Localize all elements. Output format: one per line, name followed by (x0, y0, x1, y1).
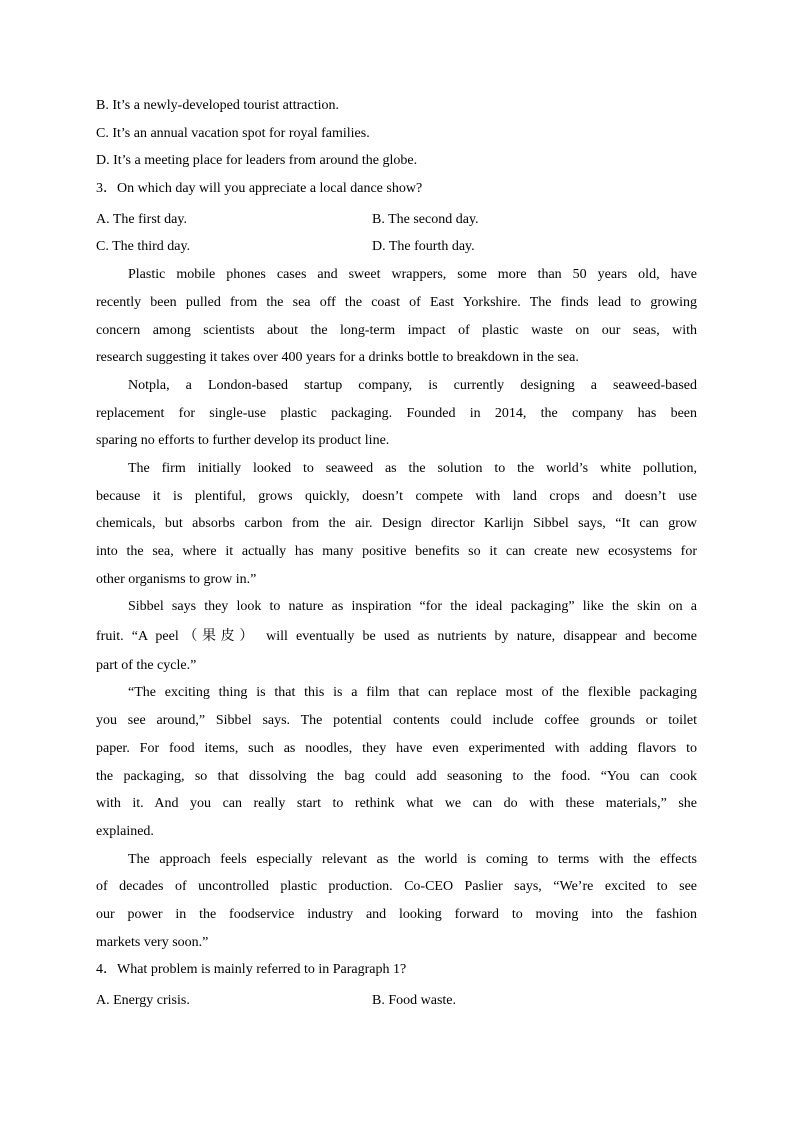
paragraph-line: because it is plentiful, grows quickly, doesn’t compete with land crops and doesn’t use (96, 488, 697, 504)
q2-option-c: C. It’s an annual vacation spot for royal families. (96, 125, 370, 141)
paragraph-line: Notpla, a London-based startup company, is currently designing a seaweed-based (128, 377, 697, 393)
q3-options-row-1 (96, 206, 697, 234)
q3-stem: 3．On which day will you appreciate a local dance show? (96, 181, 423, 197)
passage-paragraph-4 (96, 593, 697, 679)
paragraph-line: Plastic mobile phones cases and sweet wrappers, some more than 50 years old, have (128, 267, 697, 283)
paragraph-line: The approach feels especially relevant as the world is coming to terms with the effects (128, 851, 697, 867)
paragraph-line: you see around,” Sibbel says. The potential contents could include coffee grounds or toilet (96, 713, 697, 729)
passage-paragraph-1 (96, 261, 697, 372)
paragraph-line: into the sea, where it actually has many positive benefits so it can create new ecosystems for (96, 544, 697, 559)
q4-options-row-1 (96, 987, 697, 1015)
q4-option-a: A. Energy crisis. (96, 993, 190, 1008)
paragraph-line: Sibbel says they look to nature as inspiration “for the ideal packaging” like the skin on a (128, 599, 697, 615)
q2-option-d: D. It’s a meeting place for leaders from around the globe. (96, 153, 418, 169)
paragraph-line: with it. And you can really start to rethink what we can do with these materials,” she (96, 796, 697, 812)
paragraph-line: “The exciting thing is that this is a film that can replace most of the flexible packaging (128, 685, 697, 701)
paragraph-line: explained. (96, 823, 154, 839)
q4-option-b: B. Food waste. (372, 993, 456, 1008)
q3-option-b: B. The second day. (372, 211, 479, 227)
q4-stem: 4．What problem is mainly referred to in Paragraph 1? (96, 962, 407, 978)
paragraph-line: sparing no efforts to further develop its product line. (96, 433, 390, 449)
passage-paragraph-6 (96, 846, 697, 957)
q3-options-row-2 (96, 233, 697, 261)
paragraph-line: research suggesting it takes over 400 years for a drinks bottle to breakdown in the sea. (96, 350, 579, 366)
paragraph-line: our power in the foodservice industry and looking forward to moving into the fashion (96, 906, 697, 922)
paragraph-line: the packaging, so that dissolving the bag could add seasoning to the food. “You can cook (96, 768, 697, 784)
passage-paragraph-5 (96, 679, 697, 845)
paragraph-line: recently been pulled from the sea off the coast of East Yorkshire. The finds lead to growing (96, 294, 697, 310)
q3-option-d: D. The fourth day. (372, 239, 475, 255)
q2-option-b: B. It’s a newly-developed tourist attraction. (96, 98, 339, 113)
paragraph-line: part of the cycle.” (96, 657, 197, 673)
paragraph-line: other organisms to grow in.” (96, 571, 257, 587)
q3-option-a: A. The first day. (96, 211, 187, 227)
passage-paragraph-3 (96, 455, 697, 593)
paragraph-line: markets very soon.” (96, 934, 209, 950)
q3-option-c: C. The third day. (96, 239, 191, 255)
passage-paragraph-2 (96, 372, 697, 455)
paragraph-line: replacement for single-use plastic packaging. Founded in 2014, the company has been (96, 405, 697, 421)
paragraph-line: fruit. “A peel（果皮） will eventually be used as nutrients by nature, disappear and become (96, 628, 697, 644)
paragraph-line: of decades of uncontrolled plastic production. Co-CEO Paslier says, “We’re excited to see (96, 879, 697, 895)
exam-page (96, 92, 697, 1015)
paragraph-line: concern among scientists about the long-term impact of plastic waste on our seas, with (96, 322, 697, 338)
paragraph-line: paper. For food items, such as noodles, they have even experimented with adding flavors to (96, 740, 697, 756)
paragraph-line: chemicals, but absorbs carbon from the air. Design director Karlijn Sibbel says, “It can grow (96, 516, 697, 532)
paragraph-line: The firm initially looked to seaweed as the solution to the world’s white pollution, (128, 460, 697, 476)
